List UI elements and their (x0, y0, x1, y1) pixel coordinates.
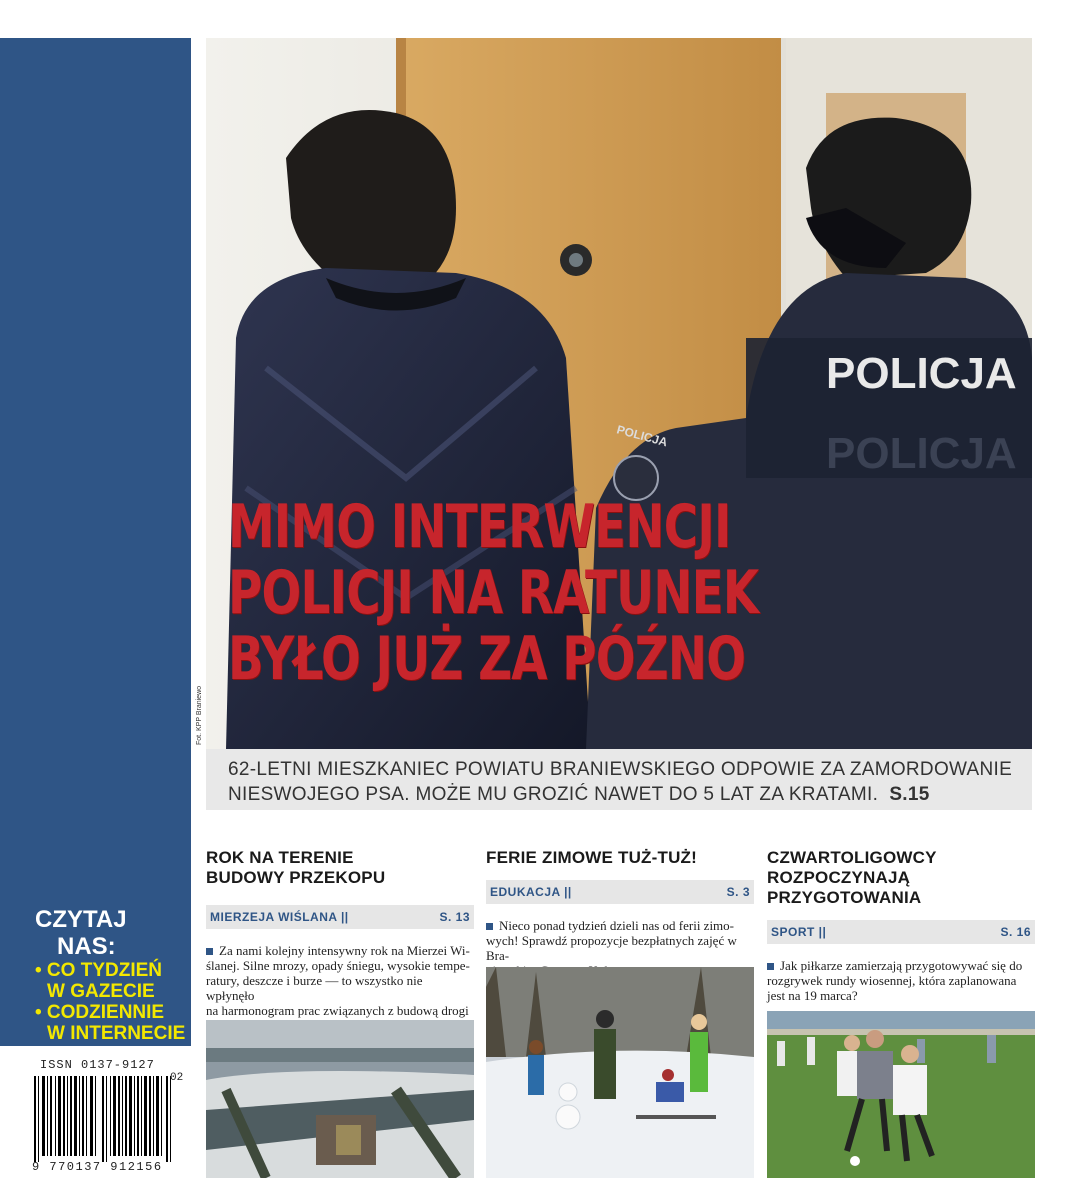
section-page: S. 3 (726, 885, 750, 899)
article-lead (767, 958, 1035, 1003)
article-ferie[interactable] (486, 848, 754, 868)
article-przekop[interactable] (206, 848, 474, 888)
headline-line-2: POLICJI NA RATUNEK (228, 558, 759, 628)
lead-line: Za nami kolejny intensywny rok na Mierzei Wi- (219, 943, 470, 958)
read-us-title-2: NAS: (57, 933, 116, 960)
section-page: S. 16 (1000, 925, 1031, 939)
article-photo-construction[interactable] (206, 1020, 474, 1178)
cover-headline (228, 494, 758, 692)
article-title (767, 848, 1035, 908)
photo-credit: Fot. KPP Braniewo (196, 685, 203, 745)
article-title: FERIE ZIMOWE TUŻ-TUŻ! (486, 848, 697, 867)
lead-line: ratury, deszcze i burze — to wszystko nie wpłynęło (206, 973, 423, 1003)
bullet-square-icon (206, 948, 213, 955)
article-title-line-2: ROZPOCZYNAJĄ (767, 868, 911, 887)
cover-subheadline (228, 757, 1012, 807)
section-label: EDUKACJA || (490, 885, 572, 899)
barcode-suffix: 02 (170, 1072, 184, 1084)
section-bar (206, 905, 474, 929)
lead-line: Nieco ponad tydzień dzieli nas od ferii zimo- (499, 918, 735, 933)
barcode-number: 9 770137 912156 (32, 1160, 163, 1174)
section-page: S. 13 (439, 910, 470, 924)
barcode-image (32, 1074, 182, 1164)
section-bar (486, 880, 754, 904)
read-us-daily: • CODZIENNIE (35, 1002, 165, 1023)
article-sport[interactable] (767, 848, 1035, 908)
lead-line: jest na 19 marca? (767, 988, 858, 1003)
read-us-box (35, 906, 185, 1044)
vest-label-reflective: POLICJA (826, 429, 1017, 478)
lead-line: na harmonogram prac związanych z budową drogi (206, 1003, 469, 1018)
headline-line-1: MIMO INTERWENCJI (228, 492, 731, 562)
lead-line: rozgrywek rundy wiosennej, która zaplanowana (767, 973, 1017, 988)
article-photo-winter[interactable] (486, 967, 754, 1178)
article-photo-football[interactable] (767, 1011, 1035, 1178)
bullet-square-icon (767, 963, 774, 970)
article-title-line-2: BUDOWY PRZEKOPU (206, 868, 386, 887)
section-bar (767, 920, 1035, 944)
read-us-weekly: • CO TYDZIEŃ (35, 960, 162, 981)
lead-line: Jak piłkarze zamierzają przygotowywać się do (780, 958, 1023, 973)
subheadline-line-1: 62-LETNI MIESZKANIEC POWIATU BRANIEWSKIEGO ODPOWIE ZA ZAMORDOWANIE (228, 759, 1013, 780)
subheadline-page: S.15 (889, 784, 930, 805)
cover-subheadline-box (206, 749, 1032, 810)
article-title-line-3: PRZYGOTOWANIA (767, 888, 922, 907)
lead-line: ślanej. Silne mrozy, opady śniegu, wysokie tempe- (206, 958, 470, 973)
barcode-issn: ISSN 0137-9127 (40, 1058, 155, 1072)
article-title (206, 848, 474, 888)
section-label: SPORT || (771, 925, 827, 939)
sleeve-label: POLICJA (615, 422, 670, 450)
article-title-line-1: CZWARTOLIGOWCY (767, 848, 937, 867)
read-us-title: CZYTAJ (35, 906, 127, 933)
read-us-weekly-2: W GAZECIE (47, 981, 155, 1002)
vest-label: POLICJA (826, 349, 1017, 398)
read-us-daily-2: W INTERNECIE (47, 1023, 186, 1044)
subheadline-line-2: NIESWOJEGO PSA. MOŻE MU GROZIĆ NAWET DO 5 LAT ZA KRATAMI. (228, 784, 879, 805)
article-title-line-1: ROK NA TERENIE (206, 848, 354, 867)
section-label: MIERZEJA WIŚLANA || (210, 910, 349, 924)
masthead-band (0, 38, 191, 1046)
lead-line: wych! Sprawdź propozycje bezpłatnych zajęć w Bra- (486, 933, 737, 963)
headline-line-3: BYŁO JUŻ ZA PÓŹNO (228, 624, 746, 694)
bullet-square-icon (486, 923, 493, 930)
